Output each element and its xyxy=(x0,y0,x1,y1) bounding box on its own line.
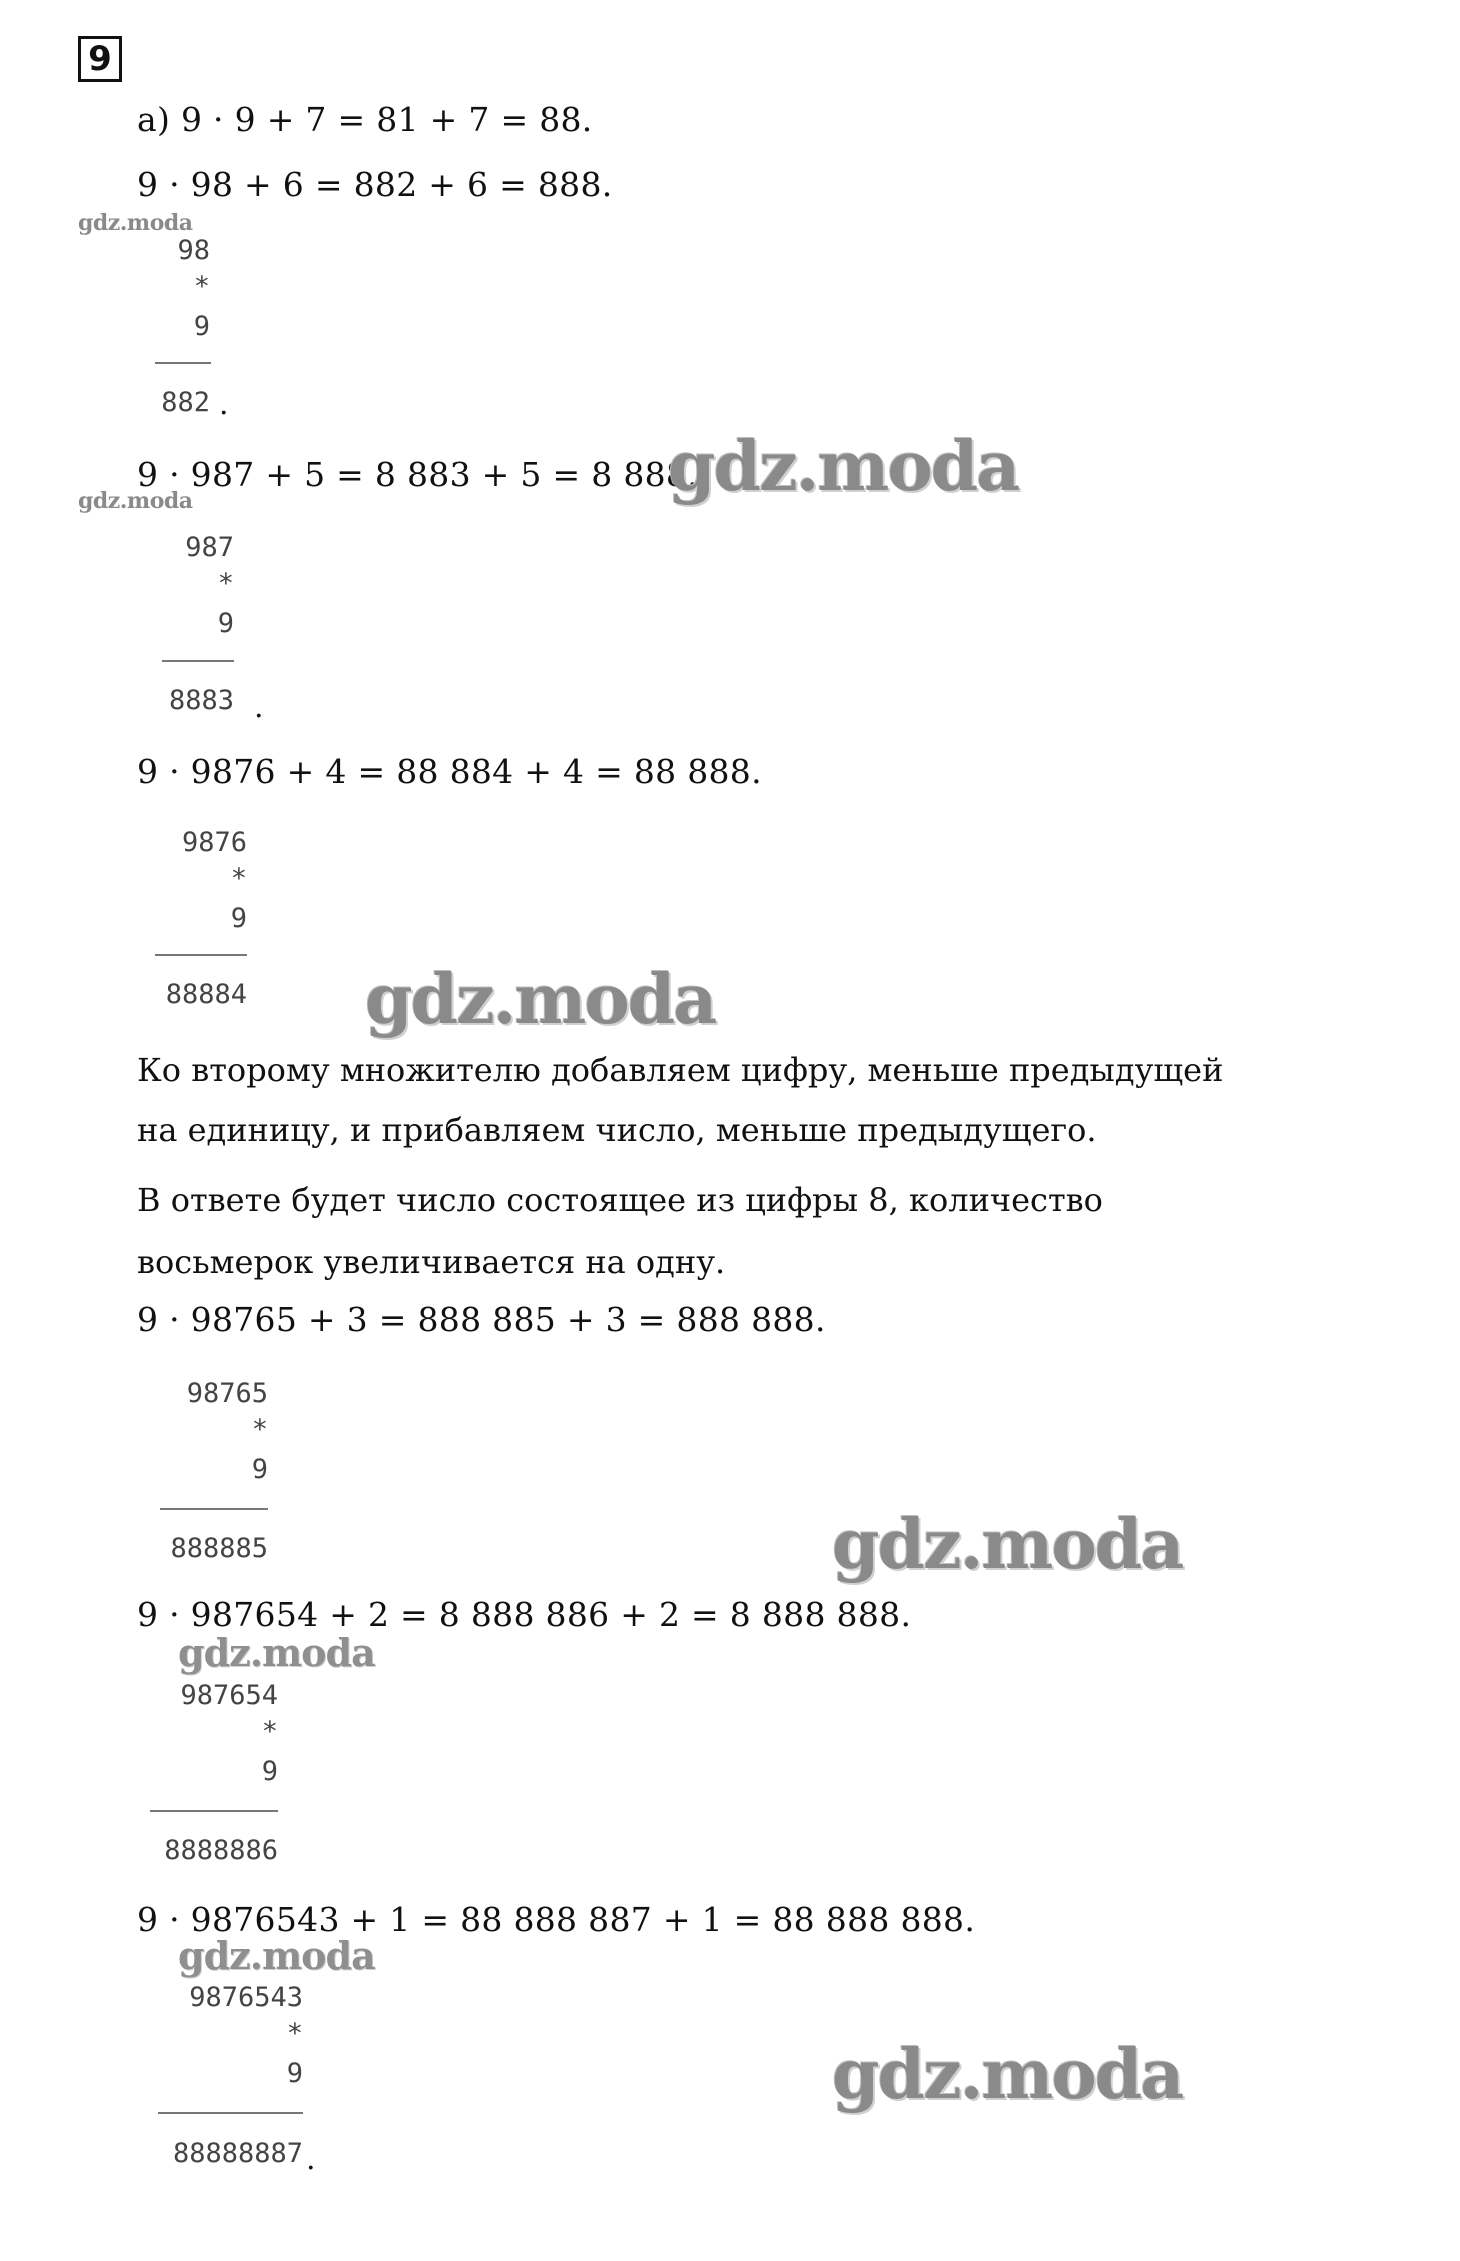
column-rule xyxy=(162,660,234,662)
column-multiplier: 9 xyxy=(286,2058,303,2089)
column-multiplication-1 xyxy=(150,235,310,425)
column-multiplication-2 xyxy=(158,532,318,725)
column-multiplicand: 98765 xyxy=(186,1378,268,1409)
equation-2: 9 · 98 + 6 = 882 + 6 = 888. xyxy=(137,165,613,204)
column-operator: * xyxy=(230,863,247,894)
watermark: gdz.moda xyxy=(832,1505,1183,1585)
equation-4: 9 · 9876 + 4 = 88 884 + 4 = 88 888. xyxy=(137,752,762,791)
column-multiplier: 9 xyxy=(230,903,247,934)
column-multiplication-4 xyxy=(160,1378,320,1568)
column-multiplication-5 xyxy=(150,1680,310,1870)
watermark: gdz.moda xyxy=(78,488,193,514)
column-result: 88884 xyxy=(165,979,247,1010)
watermark: gdz.moda xyxy=(668,427,1019,507)
equation-7: 9 · 9876543 + 1 = 88 888 887 + 1 = 88 888 888. xyxy=(137,1900,976,1939)
column-rule xyxy=(160,1508,268,1510)
column-multiplication-3 xyxy=(155,827,315,1017)
explanation-line-4: восьмерок увеличивается на одну. xyxy=(137,1243,726,1281)
watermark: gdz.moda xyxy=(178,1630,375,1675)
column-operator: * xyxy=(251,1414,268,1445)
column-operator: * xyxy=(193,271,210,302)
column-rule xyxy=(155,362,211,364)
column-result: 8883 xyxy=(168,685,234,716)
column-rule xyxy=(158,2112,303,2114)
watermark: gdz.moda xyxy=(178,1933,375,1978)
column-dot: . xyxy=(306,2142,316,2177)
equation-1: а) 9 · 9 + 7 = 81 + 7 = 88. xyxy=(137,100,593,139)
column-result: 882 xyxy=(161,387,210,418)
column-multiplicand: 9876 xyxy=(181,827,247,858)
explanation-line-3: В ответе будет число состоящее из цифры 8, количество xyxy=(137,1181,1103,1219)
column-multiplicand: 987 xyxy=(185,532,234,563)
column-rule xyxy=(155,954,247,956)
column-operator: * xyxy=(261,1716,278,1747)
column-operator: * xyxy=(217,568,234,599)
column-result: 888885 xyxy=(170,1533,268,1564)
column-multiplier: 9 xyxy=(251,1454,268,1485)
watermark: gdz.moda xyxy=(365,960,716,1040)
watermark: gdz.moda xyxy=(832,2035,1183,2115)
column-dot: . xyxy=(254,690,264,725)
equation-6: 9 · 987654 + 2 = 8 888 886 + 2 = 8 888 888. xyxy=(137,1595,912,1634)
task-number-box: 9 xyxy=(78,36,122,82)
equation-3: 9 · 987 + 5 = 8 883 + 5 = 8 888. xyxy=(137,455,698,494)
column-multiplicand: 98 xyxy=(177,235,210,266)
column-operator: * xyxy=(286,2018,303,2049)
column-multiplier: 9 xyxy=(261,1756,278,1787)
column-rule xyxy=(150,1810,278,1812)
column-multiplication-6 xyxy=(158,1982,318,2182)
explanation-line-2: на единицу, и прибавляем число, меньше предыдущего. xyxy=(137,1111,1097,1149)
watermark: gdz.moda xyxy=(78,210,193,236)
column-multiplier: 9 xyxy=(193,311,210,342)
column-multiplier: 9 xyxy=(217,608,234,639)
column-multiplicand: 987654 xyxy=(180,1680,278,1711)
explanation-line-1: Ко второму множителю добавляем цифру, меньше предыдущей xyxy=(137,1051,1224,1089)
column-multiplicand: 9876543 xyxy=(189,1982,303,2013)
column-dot: . xyxy=(219,387,229,422)
column-result: 88888887 xyxy=(172,2138,303,2169)
equation-5: 9 · 98765 + 3 = 888 885 + 3 = 888 888. xyxy=(137,1300,826,1339)
column-result: 8888886 xyxy=(164,1835,278,1866)
